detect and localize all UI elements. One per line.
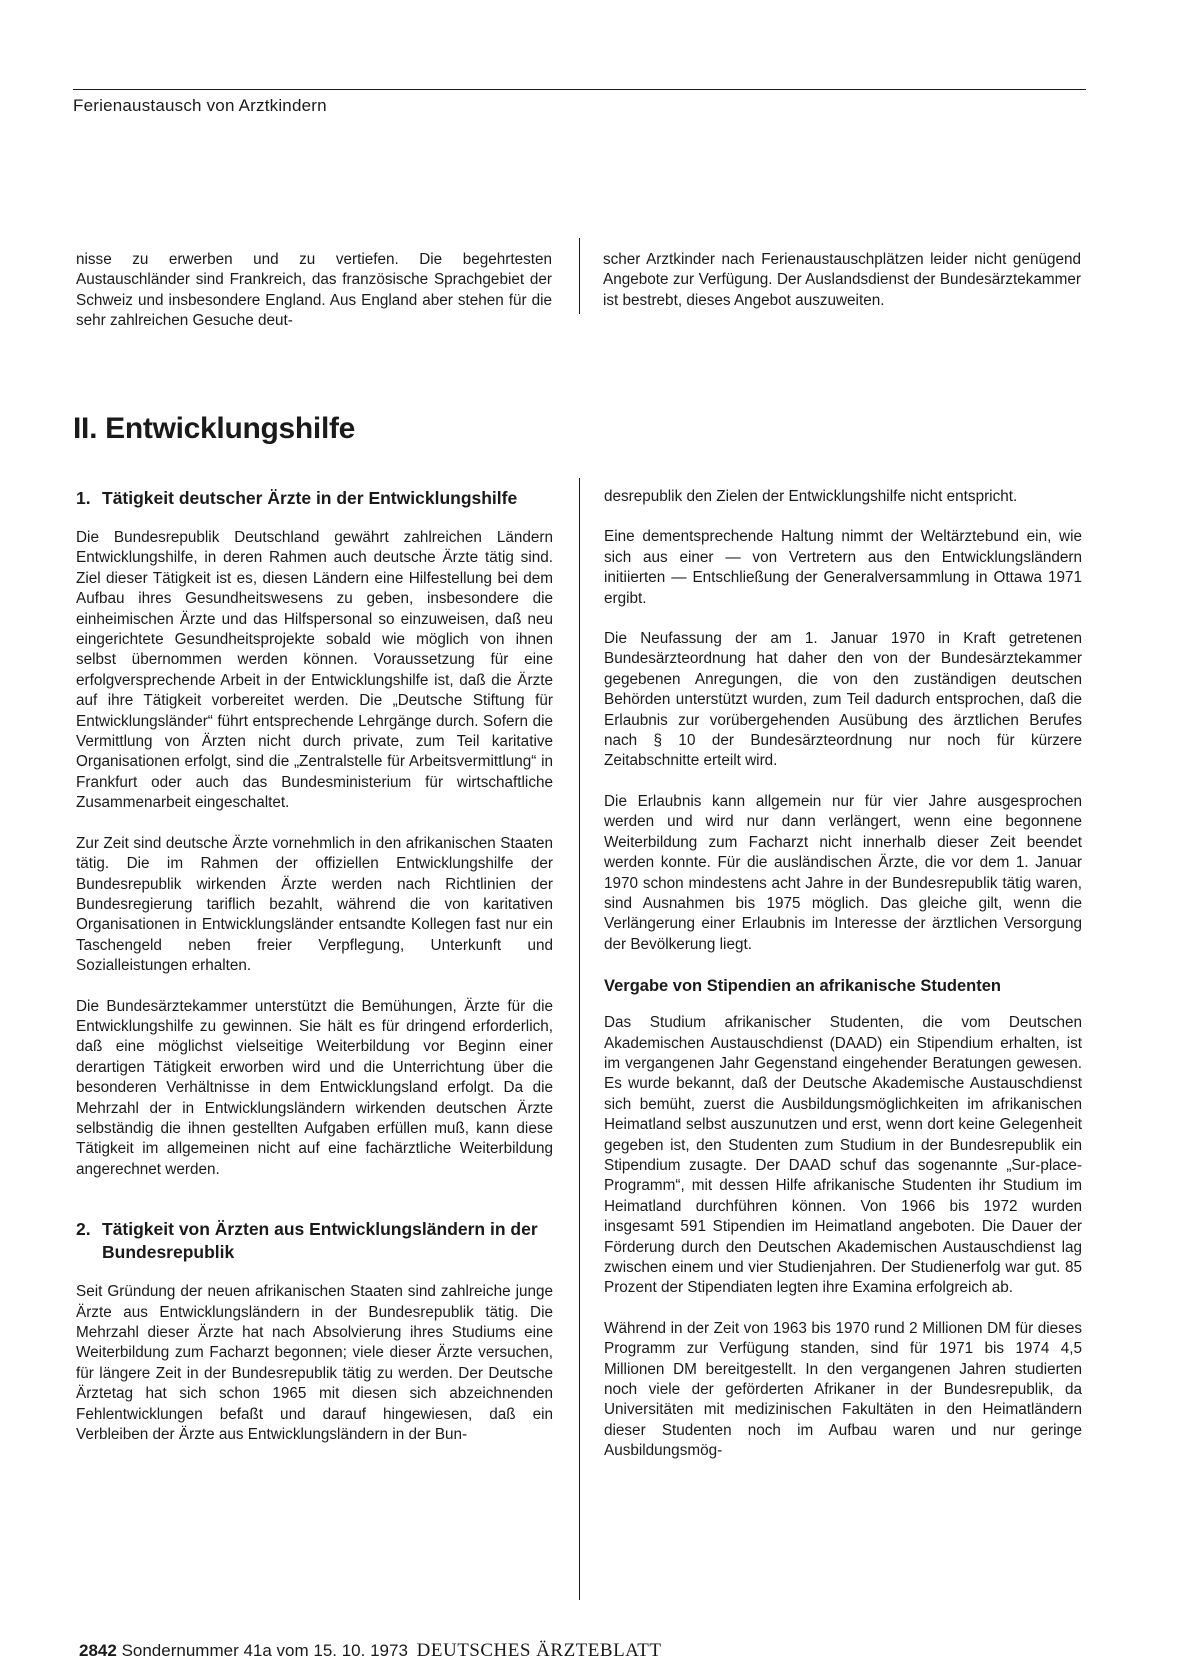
left-column [76,487,553,1465]
paragraph: Die Neufassung der am 1. Januar 1970 in Kraft getretenen Bundesärzteordnung hat daher den von der Bundesärztekammer gegebenen Anregungen, die von den zuständigen deutschen Behörden unterstützt wurden, zum Teil dadurch entsprochen, daß die Erlaubnis zur vorübergehenden Ausübung des ärztlichen Berufes nach § 10 der Bundesärzteordnung nur noch für kürzere Zeitabschnitte erteilt wird. [604,630,1082,770]
subsection-heading-1 [76,487,553,510]
subsection-title: Tätigkeit von Ärzten aus Entwicklungsländern in der Bundesrepublik [102,1219,538,1263]
subsection-heading-3: Vergabe von Stipendien an afrikanische Studenten [604,977,1002,996]
subsection-number: 2. [76,1219,91,1240]
paragraph: Die Bundesärztekammer unterstützt die Bemühungen, Ärzte für die Entwicklungshilfe zu gewinnen. Sie hält es für dringend erforderlich, daß eine möglichst vielseitige Weiterbildung vor Beginn einer derartigen Tätigkeit erworben wird und die Unterrichtung über die besonderen Verhältnisse in dem Entwicklungsland erfolgt. Da die Mehrzahl der in Entwicklungsländern wirkenden deutschen Ärzte selbständig die ihnen gestellten Aufgaben erfüllen muß, kann diese Tätigkeit im allgemeinen nicht auf eine fachärztliche Weiterbildung angerechnet werden. [76,997,553,1178]
right-column [604,487,1082,1482]
running-title: Ferienaustausch von Arztkindern [73,96,327,115]
paragraph: Zur Zeit sind deutsche Ärzte vornehmlich in den afrikanischen Staaten tätig. Die im Rahmen der offiziellen Entwicklungshilfe der Bundesrepublik wirkenden Ärzte werden nach Richtlinien der Bundesregierung tariflich bezahlt, während die von karitativen Organisationen in Entwicklungsländer entsandte Kollegen fast nur ein Taschengeld neben freier Verpflegung, Unterkunft und Sozialleistungen erhalten. [76,834,553,975]
paragraph: Die Erlaubnis kann allgemein nur für vier Jahre ausgesprochen werden und wird nur dann verlängert, wenn eine begonnene Weiterbildung zum Facharzt nicht innerhalb dieser Zeit beendet werden konnte. Für die ausländischen Ärzte, die vor dem 1. Januar 1970 schon mindestens acht Jahre in der Bundesrepublik tätig waren, sind Ausnahmen bis 1975 möglich. Das gleiche gilt, wenn die Verlängerung einer Erlaubnis im Interesse der ärztlichen Versorgung der Bevölkerung liegt. [604,792,1082,953]
paragraph: Das Studium afrikanischer Studenten, die vom Deutschen Akademischen Austauschdienst (DAAD) ein Stipendium erhalten, ist im vergangenen Jahr Gegenstand eingehender Beratungen gewesen. Es wurde bekannt, daß der Deutsche Akademische Austauschdienst sich bemüht, zuerst die Ausbildungsmöglichkeiten im afrikanischen Heimatland selbst auszunutzen und erst, wenn dort keine Gelegenheit gegeben ist, den Studenten zum Studium in der Bundesrepublik ein Stipendium zusagte. Der DAAD schuf das sogenannte „Sur-place-Programm“, mit dessen Hilfe afrikanische Studenten ihr Studium im Heimatland durchführen können. Von 1966 bis 1972 wurden insgesamt 591 Stipendien im Heimatland angeboten. Die Dauer der Förderung durch den Deutschen Akademischen Austauschdienst lag zwischen einem und vier Studienjahren. Der Studienerfolg war gut. 85 Prozent der Stipendiaten legten ihre Examina erfolgreich ab. [604,1014,1082,1297]
top-left-column [76,250,552,352]
top-right-column [603,250,1081,331]
subsection-heading-2 [76,1218,553,1264]
section-title: II. Entwicklungshilfe [73,412,356,445]
paragraph: nisse zu erwerben und zu vertiefen. Die begehrtesten Austauschländer sind Frankreich, das französische Sprachgebiet der Schweiz und insbesondere England. Aus England aber stehen für die sehr zahlreichen Gesuche deut- [76,251,552,330]
paragraph: Eine dementsprechende Haltung nimmt der Weltärztebund ein, wie sich aus einer — von Vertretern aus den Entwicklungsländern initiierten — Entschließung der Generalversammlung in Ottawa 1971 ergibt. [604,528,1082,607]
paragraph: desrepublik den Zielen der Entwicklungshilfe nicht entspricht. [604,488,1018,505]
paragraph: Die Bundesrepublik Deutschland gewährt zahlreichen Ländern Entwicklungshilfe, in deren Rahmen auch deutsche Ärzte tätig sind. Ziel dieser Tätigkeit ist es, diesen Ländern eine Hilfestellung bei dem Aufbau ihres Gesundheitswesens zu geben, insbesondere die einheimischen Ärzte und das Hilfspersonal so einzuweisen, daß neu eingerichtete Gesundheitsprojekte sobald wie möglich von ihnen selbst übernommen werden können. Voraussetzung für eine erfolgversprechende Arbeit in der Entwicklungshilfe ist, daß die Ärzte auf ihre Tätigkeit vorbereitet werden. Die „Deutsche Stiftung für Entwicklungsländer“ führt entsprechende Lehrgänge durch. Sofern die Vermittlung von Ärzten nicht durch private, zum Teil karitative Organisationen erfolgt, sind die „Zentralstelle für Arbeitsvermittlung“ in Frankfurt oder auch das Bundesministerium für wirtschaftliche Zusammenarbeit eingeschaltet. [76,529,553,812]
subsection-title: Tätigkeit deutscher Ärzte in der Entwicklungshilfe [102,488,518,508]
page-number: 2842 [79,1641,117,1660]
paragraph: Seit Gründung der neuen afrikanischen Staaten sind zahlreiche junge Ärzte aus Entwicklungsländern in der Bundesrepublik tätig. Die Mehrzahl dieser Ärzte hat nach Absolvierung ihres Studiums eine Weiterbildung zum Facharzt begonnen; viele dieser Ärzte versuchen, für längere Zeit in der Bundesrepublik tätig zu werden. Der Deutsche Ärztetag hat sich schon 1965 mit diesen sich abzeichnenden Fehlentwicklungen befaßt und darauf hingewiesen, daß ein Verbleiben der Ärzte aus Entwicklungsländern in der Bun- [76,1283,553,1444]
journal-masthead: DEUTSCHES ÄRZTEBLATT [416,1640,662,1661]
paragraph: Während in der Zeit von 1963 bis 1970 rund 2 Millionen DM für dieses Programm zur Verfügung standen, sind für 1971 bis 1974 4,5 Millionen DM bereitgestellt. In den vergangenen Jahren studierten noch viele der geförderten Afrikaner in der Bundesrepublik, da Universitäten mit medizinischen Fakultäten in den Heimatländern dieser Studenten noch im Aufbau waren und nur geringe Ausbildungsmög- [604,1319,1082,1460]
column-divider [579,478,580,1600]
column-divider [579,238,580,314]
subsection-number: 1. [76,488,91,508]
issue-info: Sondernummer 41a vom 15. 10. 1973 [121,1641,408,1660]
paragraph: scher Arztkinder nach Ferienaustauschplätzen leider nicht genügend Angebote zur Verfügung. Der Auslandsdienst der Bundesärztekammer ist bestrebt, dieses Angebot auszuweiten. [603,251,1081,309]
page-footer [79,1640,662,1662]
header-rule [73,89,1086,90]
